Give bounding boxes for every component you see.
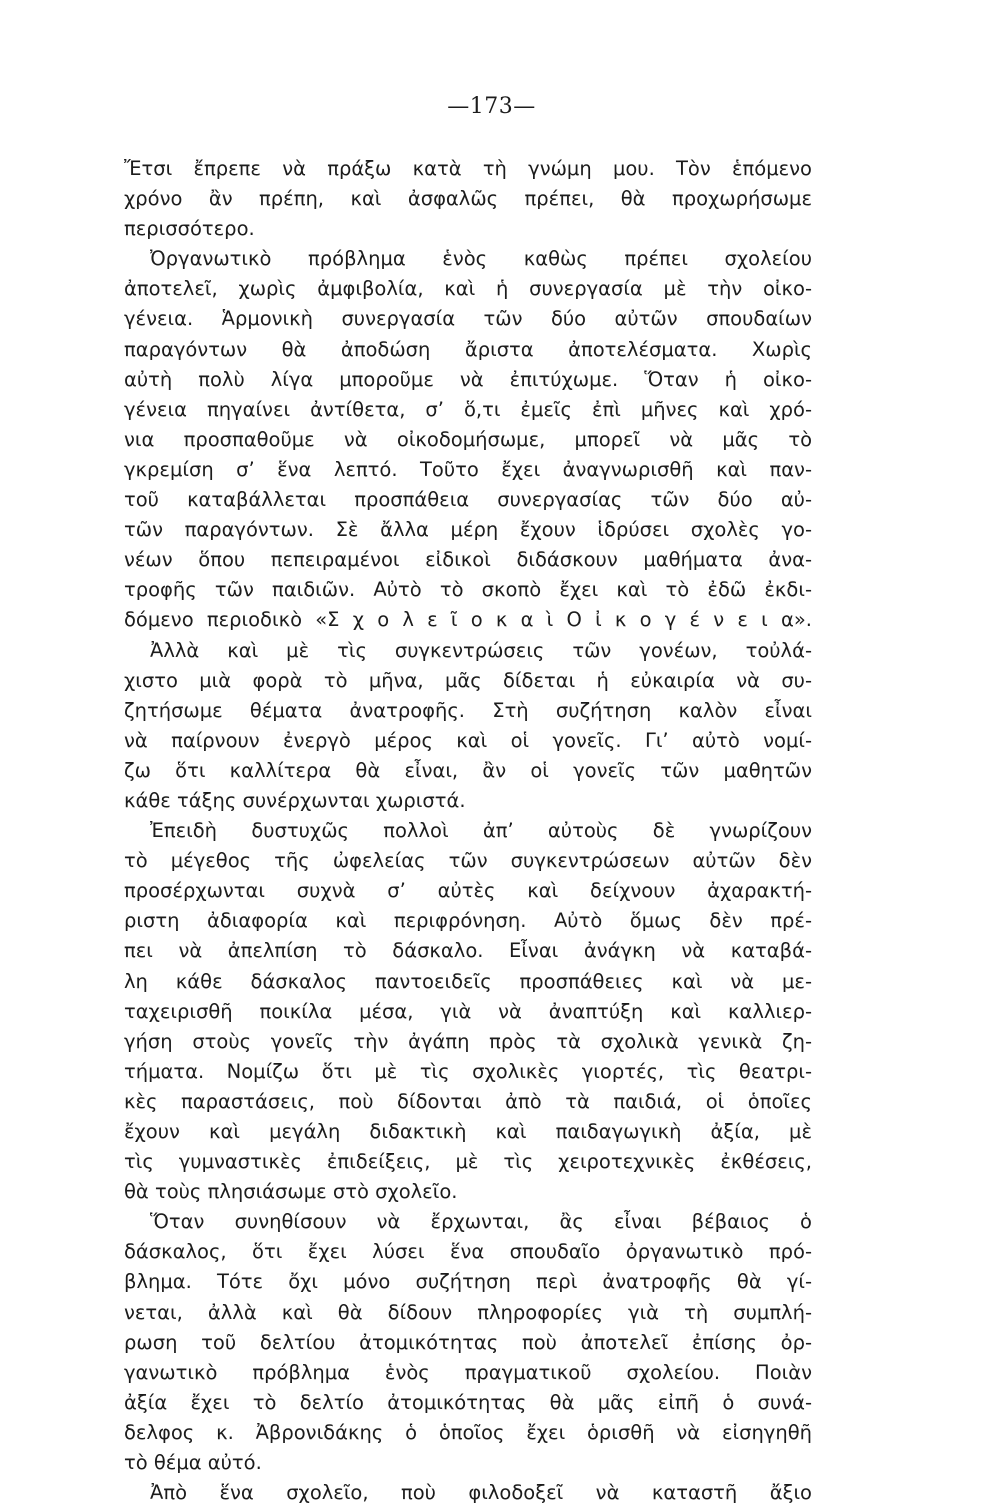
text-line: γήση στοὺς γονεῖς τὴν ἀγάπη πρὸς τὰ σχολικὰ γενικὰ ζη- xyxy=(124,1029,812,1053)
text-line: προσέρχωνται συχνὰ σ’ αὐτὲς καὶ δείχνουν ἀχαρακτή- xyxy=(124,879,812,903)
text-line: βλημα. Τότε ὄχι μόνο συζήτηση περὶ ἀνατροφῆς θὰ γί- xyxy=(124,1270,812,1294)
text-line: κὲς παραστάσεις, ποὺ δίδονται ἀπὸ τὰ παιδιά, οἱ ὁποῖες xyxy=(124,1089,812,1113)
text-line: γανωτικὸ πρόβλημα ἑνὸς πραγματικοῦ σχολείου. Ποιὰν xyxy=(124,1360,812,1384)
text-line: γκρεμίση σ’ ἕνα λεπτό. Τοῦτο ἔχει ἀναγνωρισθῆ καὶ παν- xyxy=(124,457,812,481)
text-line: θὰ τοὺς πλησιάσωμε στὸ σχολεῖο. xyxy=(124,1180,458,1204)
text-line: τὸ θέμα αὐτό. xyxy=(124,1451,262,1475)
text-line: δελφος κ. Ἀβρονιδάκης ὁ ὁποῖος ἔχει ὁρισθῆ νὰ εἰσηγηθῆ xyxy=(124,1420,812,1444)
text-line: ζητήσωμε θέματα ἀνατροφῆς. Στὴ συζήτηση καλὸν εἶναι xyxy=(124,698,812,722)
text-line: δόμενο περιοδικὸ «Σ χ ο λ ε ῖ ο κ α ὶ Ο ἰ κ ο γ έ ν ε ι α». xyxy=(124,608,812,632)
text-line: λη κάθε δάσκαλος παντοειδεῖς προσπάθειες καὶ νὰ με- xyxy=(124,969,812,993)
text-line: νὰ παίρνουν ἐνεργὸ μέρος καὶ οἱ γονεῖς. Γι’ αὐτὸ νομί- xyxy=(124,728,812,752)
page-number: —173— xyxy=(447,94,536,119)
text-line: παραγόντων θὰ ἀποδώση ἄριστα ἀποτελέσματα. Χωρὶς xyxy=(124,337,812,361)
text-line: Ὀργανωτικὸ πρόβλημα ἑνὸς καθὼς πρέπει σχολείου xyxy=(150,247,812,271)
text-line: τήματα. Νομίζω ὅτι μὲ τὶς σχολικὲς γιορτές, τὶς θεατρι- xyxy=(124,1059,812,1083)
text-line: γένεια πηγαίνει ἀντίθετα, σ’ ὅ,τι ἐμεῖς ἐπὶ μῆνες καὶ χρό- xyxy=(124,397,812,421)
text-line: ἔχουν καὶ μεγάλη διδακτικὴ καὶ παιδαγωγικὴ ἀξία, μὲ xyxy=(124,1120,812,1143)
text-line: τῶν παραγόντων. Σὲ ἄλλα μέρη ἔχουν ἱδρύσει σχολὲς γο- xyxy=(124,518,812,542)
text-line: ἀξία ἔχει τὸ δελτίο ἀτομικότητας θὰ μᾶς εἰπῆ ὁ συνά- xyxy=(124,1390,812,1414)
text-line: Ἔτσι ἔπρεπε νὰ πράξω κατὰ τὴ γνώμη μου. Τὸν ἑπόμενο xyxy=(124,157,812,180)
text-line: περισσότερο. xyxy=(124,217,255,241)
text-line: ἀποτελεῖ, χωρὶς ἀμφιβολία, καὶ ἡ συνεργασία μὲ τὴν οἰκο- xyxy=(124,277,812,301)
text-line: τὶς γυμναστικὲς ἐπιδείξεις, μὲ τὶς χειροτεχνικὲς ἐκθέσεις, xyxy=(124,1150,812,1174)
text-line: γένεια. Ἁρμονικὴ συνεργασία τῶν δύο αὐτῶν σπουδαίων xyxy=(124,307,812,331)
text-line: Ἀλλὰ καὶ μὲ τὶς συγκεντρώσεις τῶν γονέων, τοὐλά- xyxy=(150,638,812,662)
text-line: χρόνο ἂν πρέπη, καὶ ἀσφαλῶς πρέπει, θὰ προχωρήσωμε xyxy=(124,187,812,211)
text-line: τοῦ καταβάλλεται προσπάθεια συνεργασίας τῶν δύο αὐ- xyxy=(124,488,812,512)
text-line: Ἐπειδὴ δυστυχῶς πολλοὶ ἀπ’ αὐτοὺς δὲ γνωρίζουν xyxy=(150,819,812,843)
text-line: νέων ὅπου πεπειραμένοι εἰδικοὶ διδάσκουν μαθήματα ἀνα- xyxy=(124,548,812,572)
text-line: ζω ὅτι καλλίτερα θὰ εἶναι, ἂν οἱ γονεῖς τῶν μαθητῶν xyxy=(124,758,812,782)
text-line: δάσκαλος, ὅτι ἔχει λύσει ἕνα σπουδαῖο ὀργανωτικὸ πρό- xyxy=(124,1240,812,1264)
body-text xyxy=(124,154,812,1508)
text-line: χιστο μιὰ φορὰ τὸ μῆνα, μᾶς δίδεται ἡ εὐκαιρία νὰ συ- xyxy=(124,668,812,692)
text-line: αὐτὴ πολὺ λίγα μποροῦμε νὰ ἐπιτύχωμε. Ὅταν ἡ οἰκο- xyxy=(124,367,812,391)
text-line: τροφῆς τῶν παιδιῶν. Αὐτὸ τὸ σκοπὸ ἔχει καὶ τὸ ἐδῶ ἐκδι- xyxy=(124,578,812,602)
text-line: κάθε τάξης συνέρχωνται χωριστά. xyxy=(124,788,466,812)
text-line: ριστη ἀδιαφορία καὶ περιφρόνηση. Αὐτὸ ὅμως δὲν πρέ- xyxy=(124,909,812,933)
text-line: Ὅταν συνηθίσουν νὰ ἔρχωνται, ἂς εἶναι βέβαιος ὁ xyxy=(150,1210,812,1234)
text-line: τὸ μέγεθος τῆς ὠφελείας τῶν συγκεντρώσεων αὐτῶν δὲν xyxy=(124,849,812,873)
text-line: Ἀπὸ ἕνα σχολεῖο, ποὺ φιλοδοξεῖ νὰ καταστῆ ἄξιο xyxy=(150,1481,812,1505)
text-line: νεται, ἀλλὰ καὶ θὰ δίδουν πληροφορίες γιὰ τὴ συμπλή- xyxy=(124,1300,812,1324)
text-line: πει νὰ ἀπελπίση τὸ δάσκαλο. Εἶναι ἀνάγκη νὰ καταβά- xyxy=(124,939,812,963)
text-line: ταχειρισθῆ ποικίλα μέσα, γιὰ νὰ ἀναπτύξη καὶ καλλιερ- xyxy=(124,999,812,1023)
text-line: ρωση τοῦ δελτίου ἀτομικότητας ποὺ ἀποτελεῖ ἐπίσης ὀρ- xyxy=(124,1330,812,1354)
text-line: νια προσπαθοῦμε νὰ οἰκοδομήσωμε, μπορεῖ νὰ μᾶς τὸ xyxy=(124,427,812,451)
